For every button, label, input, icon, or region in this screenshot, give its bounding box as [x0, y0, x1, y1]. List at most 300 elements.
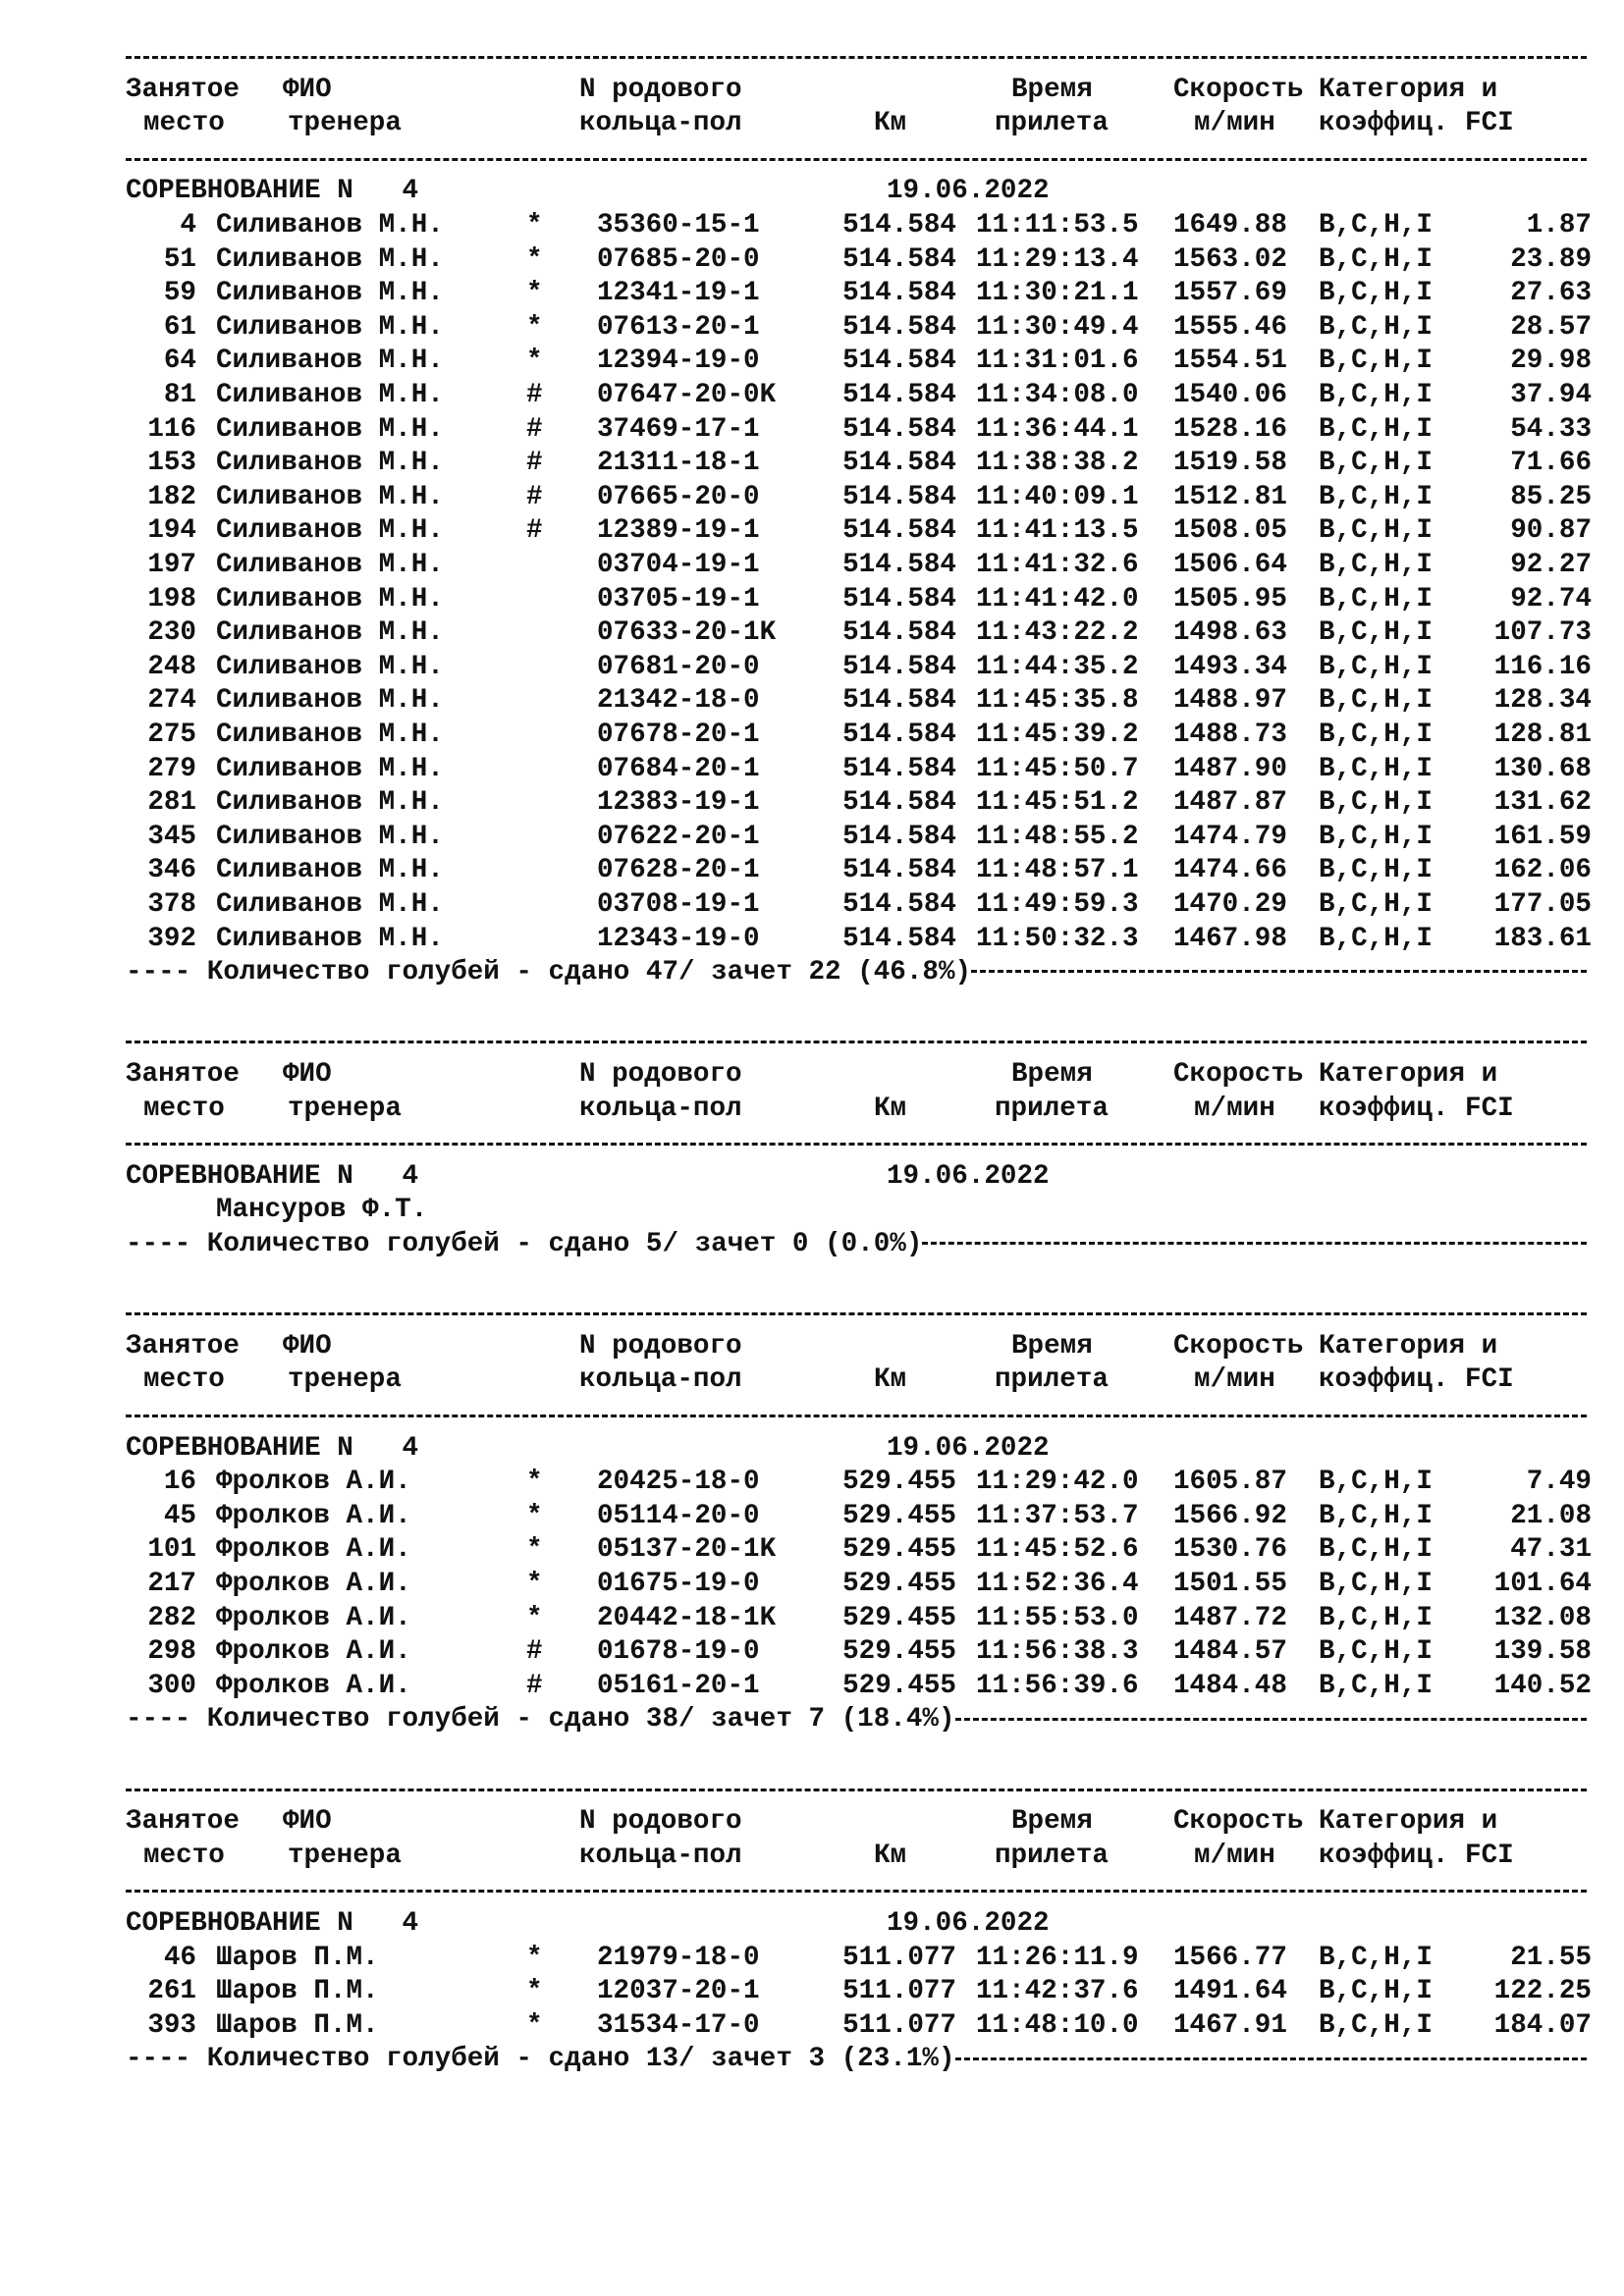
- ring-cell: 07647-20-0K: [597, 380, 777, 410]
- header-name: ФИО: [283, 74, 332, 105]
- trainer-cell: Силиванов М.Н.: [216, 855, 444, 886]
- ring-cell: 01678-19-0: [597, 1636, 760, 1668]
- km-cell: 511.077: [842, 1942, 956, 1973]
- header-category-sub: коэффиц. FCI: [1319, 1093, 1514, 1124]
- ring-cell: 37469-17-1: [597, 413, 760, 445]
- km-cell: 514.584: [842, 210, 956, 240]
- time-cell: 11:55:53.0: [976, 1602, 1139, 1633]
- column-header-row-1: [126, 74, 1598, 108]
- competition-title-row: [126, 175, 1598, 209]
- place-cell: 282: [147, 1602, 196, 1633]
- place-cell: 279: [147, 753, 196, 784]
- time-cell: 11:45:50.7: [976, 753, 1139, 784]
- speed-cell: 1554.51: [1173, 346, 1287, 377]
- header-name-sub: тренера: [288, 108, 402, 139]
- coef-cell: 107.73: [1493, 617, 1592, 649]
- header-category-sub: коэффиц. FCI: [1319, 1364, 1514, 1396]
- time-cell: 11:50:32.3: [976, 923, 1139, 954]
- category-cell: B,C,H,I: [1319, 2009, 1433, 2041]
- coef-cell: 128.81: [1493, 720, 1592, 750]
- place-cell: 61: [163, 311, 196, 343]
- speed-cell: 1530.76: [1173, 1534, 1287, 1566]
- mark-cell: #: [526, 448, 543, 479]
- trainer-cell: Шаров П.М.: [216, 1976, 379, 2007]
- header-category: Категория и: [1319, 1058, 1498, 1090]
- mark-cell: *: [526, 1568, 543, 1599]
- category-cell: B,C,H,I: [1319, 550, 1433, 580]
- place-cell: 197: [147, 550, 196, 580]
- table-row: [126, 1942, 1598, 1976]
- table-row: [126, 786, 1598, 821]
- table-row: [126, 719, 1598, 753]
- category-cell: B,C,H,I: [1319, 720, 1433, 750]
- time-cell: 11:49:59.3: [976, 889, 1139, 920]
- trainer-cell: Силиванов М.Н.: [216, 243, 444, 275]
- mark-cell: *: [526, 278, 543, 309]
- header-place: Занятое: [126, 1058, 240, 1090]
- trainer-cell: Шаров П.М.: [216, 2009, 379, 2041]
- time-cell: 11:30:49.4: [976, 311, 1139, 343]
- header-km: Км: [874, 1840, 907, 1871]
- km-cell: 514.584: [842, 448, 956, 479]
- place-cell: 59: [163, 278, 196, 309]
- table-row: [126, 684, 1598, 719]
- competition-date: 19.06.2022: [887, 176, 1050, 207]
- km-cell: 529.455: [842, 1602, 956, 1633]
- mark-cell: *: [526, 346, 543, 377]
- time-cell: 11:41:13.5: [976, 515, 1139, 547]
- coef-cell: 23.89: [1510, 243, 1592, 275]
- ring-cell: 07678-20-1: [597, 720, 760, 750]
- header-km: Км: [874, 108, 907, 139]
- header-ring: N родового: [579, 74, 742, 105]
- category-cell: B,C,H,I: [1319, 1500, 1433, 1531]
- place-cell: 274: [147, 685, 196, 717]
- mark-cell: *: [526, 2009, 543, 2041]
- ring-cell: 07633-20-1K: [597, 617, 777, 649]
- table-row: [126, 616, 1598, 651]
- coef-cell: 184.07: [1493, 2009, 1592, 2041]
- km-cell: 514.584: [842, 346, 956, 377]
- table-row: [126, 514, 1598, 549]
- dashed-separator: [126, 1126, 1598, 1160]
- trainer-name: Мансуров Ф.Т.: [216, 1195, 428, 1226]
- trainer-cell: Силиванов М.Н.: [216, 346, 444, 377]
- place-cell: 248: [147, 651, 196, 682]
- mark-cell: *: [526, 1500, 543, 1531]
- time-cell: 11:29:13.4: [976, 243, 1139, 275]
- category-cell: B,C,H,I: [1319, 821, 1433, 852]
- header-name: ФИО: [283, 1330, 332, 1362]
- time-cell: 11:30:21.1: [976, 278, 1139, 309]
- speed-cell: 1470.29: [1173, 889, 1287, 920]
- speed-cell: 1519.58: [1173, 448, 1287, 479]
- table-row: [126, 481, 1598, 515]
- coef-cell: 37.94: [1510, 380, 1592, 410]
- km-cell: 529.455: [842, 1670, 956, 1701]
- mark-cell: #: [526, 481, 543, 512]
- header-ring-sub: кольца-пол: [579, 1840, 742, 1871]
- mark-cell: #: [526, 1670, 543, 1701]
- trainer-cell: Силиванов М.Н.: [216, 550, 444, 580]
- summary-dash-fill: [971, 970, 1587, 973]
- mark-cell: *: [526, 1534, 543, 1566]
- speed-cell: 1488.97: [1173, 685, 1287, 717]
- table-row: [126, 413, 1598, 448]
- coef-cell: 122.25: [1493, 1976, 1592, 2007]
- coef-cell: 92.27: [1510, 550, 1592, 580]
- table-row: [126, 277, 1598, 311]
- km-cell: 529.455: [842, 1500, 956, 1531]
- km-cell: 511.077: [842, 2009, 956, 2041]
- summary-text: ---- Количество голубей - сдано 5/ зачет 0 (0.0%): [126, 1228, 923, 1259]
- km-cell: 514.584: [842, 413, 956, 445]
- table-row: [126, 2009, 1598, 2044]
- category-cell: B,C,H,I: [1319, 1568, 1433, 1599]
- place-cell: 81: [163, 380, 196, 410]
- km-cell: 514.584: [842, 651, 956, 682]
- category-cell: B,C,H,I: [1319, 1670, 1433, 1701]
- mark-cell: *: [526, 1467, 543, 1498]
- trainer-cell: Силиванов М.Н.: [216, 413, 444, 445]
- header-time: Время: [1011, 1330, 1093, 1362]
- category-cell: B,C,H,I: [1319, 448, 1433, 479]
- time-cell: 11:45:51.2: [976, 787, 1139, 819]
- table-row: [126, 243, 1598, 278]
- speed-cell: 1605.87: [1173, 1467, 1287, 1498]
- column-header-row-1: [126, 1058, 1598, 1093]
- coef-cell: 139.58: [1493, 1636, 1592, 1668]
- coef-cell: 131.62: [1493, 787, 1592, 819]
- coef-cell: 92.74: [1510, 583, 1592, 614]
- header-place-sub: место: [143, 1364, 225, 1396]
- header-time-sub: прилета: [995, 1364, 1109, 1396]
- table-row: [126, 209, 1598, 243]
- header-place-sub: место: [143, 1840, 225, 1871]
- table-row: [126, 923, 1598, 957]
- speed-cell: 1555.46: [1173, 311, 1287, 343]
- speed-cell: 1467.91: [1173, 2009, 1287, 2041]
- header-category: Категория и: [1319, 1806, 1498, 1838]
- trainer-cell: Силиванов М.Н.: [216, 481, 444, 512]
- header-name: ФИО: [283, 1058, 332, 1090]
- trainer-cell: Силиванов М.Н.: [216, 821, 444, 852]
- trainer-cell: Силиванов М.Н.: [216, 380, 444, 410]
- km-cell: 514.584: [842, 550, 956, 580]
- speed-cell: 1563.02: [1173, 243, 1287, 275]
- summary-dash-fill: [955, 1718, 1587, 1721]
- speed-cell: 1566.77: [1173, 1942, 1287, 1973]
- coef-cell: 132.08: [1493, 1602, 1592, 1633]
- header-ring: N родового: [579, 1058, 742, 1090]
- trainer-cell: Силиванов М.Н.: [216, 311, 444, 343]
- speed-cell: 1491.64: [1173, 1976, 1287, 2007]
- trainer-row: [126, 1194, 1598, 1228]
- header-time-sub: прилета: [995, 108, 1109, 139]
- time-cell: 11:34:08.0: [976, 380, 1139, 410]
- table-row: [126, 549, 1598, 583]
- table-row: [126, 1500, 1598, 1534]
- column-header-row-2: [126, 1840, 1598, 1874]
- competition-title-row: [126, 1160, 1598, 1195]
- place-cell: 4: [180, 210, 196, 240]
- km-cell: 514.584: [842, 787, 956, 819]
- table-row: [126, 311, 1598, 346]
- trainer-cell: Силиванов М.Н.: [216, 685, 444, 717]
- coef-cell: 1.87: [1526, 210, 1592, 240]
- km-cell: 514.584: [842, 923, 956, 954]
- km-cell: 529.455: [842, 1568, 956, 1599]
- ring-cell: 12389-19-1: [597, 515, 760, 547]
- header-place: Занятое: [126, 1806, 240, 1838]
- speed-cell: 1540.06: [1173, 380, 1287, 410]
- speed-cell: 1505.95: [1173, 583, 1287, 614]
- km-cell: 514.584: [842, 515, 956, 547]
- trainer-cell: Силиванов М.Н.: [216, 923, 444, 954]
- category-cell: B,C,H,I: [1319, 855, 1433, 886]
- coef-cell: 116.16: [1493, 651, 1592, 682]
- header-ring-sub: кольца-пол: [579, 1364, 742, 1396]
- trainer-cell: Фролков А.И.: [216, 1467, 411, 1498]
- place-cell: 300: [147, 1670, 196, 1701]
- competition-title: СОРЕВНОВАНИЕ N 4: [126, 176, 419, 207]
- header-category: Категория и: [1319, 1330, 1498, 1362]
- dashed-separator: [126, 141, 1598, 176]
- time-cell: 11:42:37.6: [976, 1976, 1139, 2007]
- header-category-sub: коэффиц. FCI: [1319, 1840, 1514, 1871]
- category-cell: B,C,H,I: [1319, 617, 1433, 649]
- category-cell: B,C,H,I: [1319, 278, 1433, 309]
- ring-cell: 03705-19-1: [597, 583, 760, 614]
- header-speed: Скорость: [1173, 1330, 1304, 1362]
- header-km: Км: [874, 1093, 907, 1124]
- km-cell: 529.455: [842, 1534, 956, 1566]
- ring-cell: 07613-20-1: [597, 311, 760, 343]
- header-name-sub: тренера: [288, 1364, 402, 1396]
- summary-text: ---- Количество голубей - сдано 38/ зачет 7 (18.4%): [126, 1704, 955, 1735]
- time-cell: 11:26:11.9: [976, 1942, 1139, 1973]
- km-cell: 514.584: [842, 821, 956, 852]
- trainer-cell: Силиванов М.Н.: [216, 889, 444, 920]
- place-cell: 16: [163, 1467, 196, 1498]
- coef-cell: 21.55: [1510, 1942, 1592, 1973]
- category-cell: B,C,H,I: [1319, 1467, 1433, 1498]
- dashed-separator: [126, 39, 1598, 74]
- ring-cell: 05114-20-0: [597, 1500, 760, 1531]
- time-cell: 11:48:55.2: [976, 821, 1139, 852]
- header-time: Время: [1011, 1058, 1093, 1090]
- trainer-cell: Силиванов М.Н.: [216, 617, 444, 649]
- header-ring-sub: кольца-пол: [579, 1093, 742, 1124]
- mark-cell: *: [526, 1602, 543, 1633]
- trainer-cell: Фролков А.И.: [216, 1500, 411, 1531]
- header-place-sub: место: [143, 108, 225, 139]
- table-row: [126, 753, 1598, 787]
- ring-cell: 12037-20-1: [597, 1976, 760, 2007]
- trainer-cell: Силиванов М.Н.: [216, 787, 444, 819]
- competition-date: 19.06.2022: [887, 1907, 1050, 1939]
- mark-cell: #: [526, 380, 543, 410]
- place-cell: 298: [147, 1636, 196, 1668]
- coef-cell: 128.34: [1493, 685, 1592, 717]
- place-cell: 46: [163, 1942, 196, 1973]
- table-row: [126, 583, 1598, 617]
- ring-cell: 21979-18-0: [597, 1942, 760, 1973]
- coef-cell: 28.57: [1510, 311, 1592, 343]
- coef-cell: 101.64: [1493, 1568, 1592, 1599]
- header-time: Время: [1011, 74, 1093, 105]
- header-name: ФИО: [283, 1806, 332, 1838]
- header-place-sub: место: [143, 1093, 225, 1124]
- category-cell: B,C,H,I: [1319, 753, 1433, 784]
- time-cell: 11:45:39.2: [976, 720, 1139, 750]
- trainer-cell: Силиванов М.Н.: [216, 278, 444, 309]
- speed-cell: 1488.73: [1173, 720, 1287, 750]
- ring-cell: 20442-18-1K: [597, 1602, 777, 1633]
- header-ring: N родового: [579, 1806, 742, 1838]
- ring-cell: 21311-18-1: [597, 448, 760, 479]
- speed-cell: 1508.05: [1173, 515, 1287, 547]
- time-cell: 11:41:32.6: [976, 550, 1139, 580]
- speed-cell: 1498.63: [1173, 617, 1287, 649]
- place-cell: 51: [163, 243, 196, 275]
- summary-row: [126, 1703, 1598, 1737]
- table-row: [126, 1670, 1598, 1704]
- competition-title: СОРЕВНОВАНИЕ N 4: [126, 1907, 419, 1939]
- time-cell: 11:31:01.6: [976, 346, 1139, 377]
- category-cell: B,C,H,I: [1319, 1636, 1433, 1668]
- place-cell: 345: [147, 821, 196, 852]
- category-cell: B,C,H,I: [1319, 243, 1433, 275]
- header-speed: Скорость: [1173, 1806, 1304, 1838]
- coef-cell: 47.31: [1510, 1534, 1592, 1566]
- time-cell: 11:37:53.7: [976, 1500, 1139, 1531]
- mark-cell: #: [526, 515, 543, 547]
- competition-title: СОРЕВНОВАНИЕ N 4: [126, 1160, 419, 1192]
- header-place: Занятое: [126, 74, 240, 105]
- time-cell: 11:44:35.2: [976, 651, 1139, 682]
- time-cell: 11:36:44.1: [976, 413, 1139, 445]
- table-row: [126, 888, 1598, 923]
- time-cell: 11:48:57.1: [976, 855, 1139, 886]
- place-cell: 45: [163, 1500, 196, 1531]
- trainer-cell: Фролков А.И.: [216, 1534, 411, 1566]
- header-time-sub: прилета: [995, 1840, 1109, 1871]
- place-cell: 217: [147, 1568, 196, 1599]
- trainer-cell: Силиванов М.Н.: [216, 651, 444, 682]
- ring-cell: 05161-20-1: [597, 1670, 760, 1701]
- coef-cell: 29.98: [1510, 346, 1592, 377]
- ring-cell: 12394-19-0: [597, 346, 760, 377]
- coef-cell: 71.66: [1510, 448, 1592, 479]
- category-cell: B,C,H,I: [1319, 1602, 1433, 1633]
- place-cell: 198: [147, 583, 196, 614]
- ring-cell: 01675-19-0: [597, 1568, 760, 1599]
- speed-cell: 1501.55: [1173, 1568, 1287, 1599]
- coef-cell: 130.68: [1493, 753, 1592, 784]
- km-cell: 529.455: [842, 1636, 956, 1668]
- place-cell: 194: [147, 515, 196, 547]
- table-row: [126, 854, 1598, 888]
- speed-cell: 1512.81: [1173, 481, 1287, 512]
- km-cell: 514.584: [842, 889, 956, 920]
- header-speed: Скорость: [1173, 74, 1304, 105]
- header-km: Км: [874, 1364, 907, 1396]
- ring-cell: 21342-18-0: [597, 685, 760, 717]
- column-header-row-2: [126, 107, 1598, 141]
- speed-cell: 1484.48: [1173, 1670, 1287, 1701]
- competition-date: 19.06.2022: [887, 1160, 1050, 1192]
- time-cell: 11:29:42.0: [976, 1467, 1139, 1498]
- trainer-cell: Фролков А.И.: [216, 1670, 411, 1701]
- summary-text: ---- Количество голубей - сдано 47/ зачет 22 (46.8%): [126, 957, 972, 988]
- trainer-cell: Фролков А.И.: [216, 1568, 411, 1599]
- mark-cell: *: [526, 1976, 543, 2007]
- competition-title: СОРЕВНОВАНИЕ N 4: [126, 1432, 419, 1464]
- time-cell: 11:45:35.8: [976, 685, 1139, 717]
- trainer-cell: Силиванов М.Н.: [216, 515, 444, 547]
- trainer-cell: Фролков А.И.: [216, 1636, 411, 1668]
- header-speed: Скорость: [1173, 1058, 1304, 1090]
- speed-cell: 1487.90: [1173, 753, 1287, 784]
- table-row: [126, 379, 1598, 413]
- table-row: [126, 821, 1598, 855]
- speed-cell: 1557.69: [1173, 278, 1287, 309]
- category-cell: B,C,H,I: [1319, 1976, 1433, 2007]
- summary-row: [126, 956, 1598, 990]
- header-place: Занятое: [126, 1330, 240, 1362]
- trainer-cell: Силиванов М.Н.: [216, 583, 444, 614]
- mark-cell: #: [526, 413, 543, 445]
- table-row: [126, 1466, 1598, 1500]
- table-row: [126, 1533, 1598, 1568]
- speed-cell: 1528.16: [1173, 413, 1287, 445]
- competition-title-row: [126, 1432, 1598, 1467]
- time-cell: 11:38:38.2: [976, 448, 1139, 479]
- speed-cell: 1649.88: [1173, 210, 1287, 240]
- km-cell: 514.584: [842, 753, 956, 784]
- trainer-cell: Силиванов М.Н.: [216, 720, 444, 750]
- place-cell: 116: [147, 413, 196, 445]
- table-row: [126, 345, 1598, 379]
- place-cell: 281: [147, 787, 196, 819]
- category-cell: B,C,H,I: [1319, 1942, 1433, 1973]
- ring-cell: 05137-20-1K: [597, 1534, 777, 1566]
- dashed-separator: [126, 1873, 1598, 1907]
- column-header-row-2: [126, 1093, 1598, 1127]
- place-cell: 64: [163, 346, 196, 377]
- ring-cell: 03704-19-1: [597, 550, 760, 580]
- place-cell: 261: [147, 1976, 196, 2007]
- mark-cell: *: [526, 1942, 543, 1973]
- speed-cell: 1493.34: [1173, 651, 1287, 682]
- place-cell: 230: [147, 617, 196, 649]
- place-cell: 101: [147, 1534, 196, 1566]
- summary-row: [126, 1228, 1598, 1262]
- mark-cell: *: [526, 210, 543, 240]
- ring-cell: 07684-20-1: [597, 753, 760, 784]
- header-ring-sub: кольца-пол: [579, 108, 742, 139]
- coef-cell: 7.49: [1526, 1467, 1592, 1498]
- mark-cell: *: [526, 311, 543, 343]
- time-cell: 11:43:22.2: [976, 617, 1139, 649]
- coef-cell: 85.25: [1510, 481, 1592, 512]
- km-cell: 514.584: [842, 583, 956, 614]
- dashed-separator: [126, 1296, 1598, 1330]
- time-cell: 11:45:52.6: [976, 1534, 1139, 1566]
- place-cell: 392: [147, 923, 196, 954]
- category-cell: B,C,H,I: [1319, 481, 1433, 512]
